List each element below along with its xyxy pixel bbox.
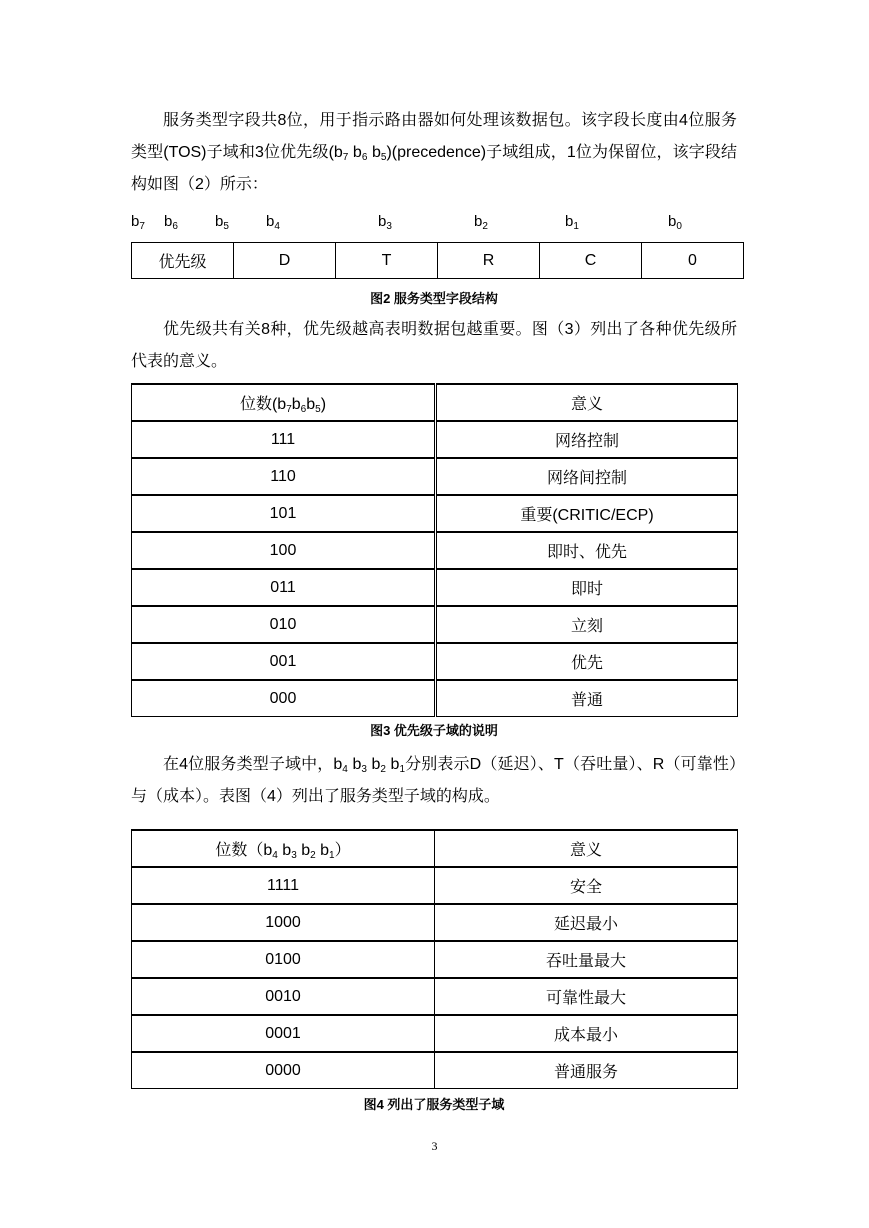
field-cell-c: C: [540, 243, 642, 279]
para1-text-a: 服务类型字段共8位，用于指示路由器如何处理该数据包。该字段长度由4位服务类型(TOS)子域和3位优先级($b_7$ $b_6$ $b_5)(precedence)$子域组成，1位为保留位，该字段结构如图（2）所示：: [131, 112, 738, 193]
para3-text: 在4位服务类型子域中，$b_4$ $b_3$ $b_2$ $b_1$分别表示D（延迟）、T（吞吐量）、R（可靠性）与（成本）。表图（4）列出了服务类型子域的构成。: [131, 756, 738, 805]
bit-label-b3: $b_3$: [378, 213, 392, 232]
table-row: [132, 643, 738, 680]
precedence-table: [131, 383, 738, 717]
tos-header-meaning: 意义: [435, 830, 738, 867]
paragraph-tos-subfield: [131, 749, 737, 813]
paragraph-precedence: 优先级共有关8种，优先级越高表明数据包越重要。图（3）列出了各种优先级所代表的意义。: [131, 321, 737, 370]
precedence-meaning-cell: 网络控制: [436, 421, 738, 458]
precedence-bits-cell: 010: [132, 606, 436, 643]
precedence-meaning-cell: 网络间控制: [436, 458, 738, 495]
figure-2-caption: 图2 服务类型字段结构: [370, 291, 498, 306]
precedence-meaning-cell: 重要(CRITIC/ECP): [436, 495, 738, 532]
tos-bits-cell: 0001: [132, 1015, 435, 1052]
precedence-header-meaning: 意义: [436, 384, 738, 421]
tos-bits-cell: 0000: [132, 1052, 435, 1089]
tos-meaning-cell: 普通服务: [435, 1052, 738, 1089]
tos-meaning-cell: 吞吐量最大: [435, 941, 738, 978]
precedence-bits-cell: 011: [132, 569, 436, 606]
field-cell-reserved: 0: [642, 243, 744, 279]
table-row: [132, 458, 738, 495]
table-row: [132, 495, 738, 532]
tos-bits-cell: 0100: [132, 941, 435, 978]
field-cell-t: T: [336, 243, 438, 279]
table-row: [132, 1015, 738, 1052]
table-header-row: [132, 384, 738, 421]
table-row: [132, 606, 738, 643]
table-row: [132, 867, 738, 904]
figure-3-caption: 图3 优先级子域的说明: [370, 723, 498, 738]
precedence-meaning-cell: 优先: [436, 643, 738, 680]
precedence-bits-cell: 111: [132, 421, 436, 458]
table-row: [132, 1052, 738, 1089]
precedence-meaning-cell: 即时: [436, 569, 738, 606]
precedence-meaning-cell: 立刻: [436, 606, 738, 643]
tos-bits-cell: 1111: [132, 867, 435, 904]
figure-4-caption: 图4 列出了服务类型子域: [363, 1097, 505, 1112]
field-cell-d: D: [234, 243, 336, 279]
page-number: 3: [431, 1139, 438, 1153]
precedence-meaning-cell: 即时、优先: [436, 532, 738, 569]
tos-bits-cell: 0010: [132, 978, 435, 1015]
tos-meaning-cell: 成本最小: [435, 1015, 738, 1052]
precedence-meaning-cell: 普通: [436, 680, 738, 717]
precedence-bits-cell: 101: [132, 495, 436, 532]
table-row: [132, 532, 738, 569]
precedence-bits-cell: 001: [132, 643, 436, 680]
table-header-row: [132, 830, 738, 867]
precedence-bits-cell: 110: [132, 458, 436, 495]
precedence-header-bits: 位数$(b_7b_6b_5)$: [132, 384, 436, 421]
tos-meaning-cell: 延迟最小: [435, 904, 738, 941]
table-row: [132, 941, 738, 978]
bit-labels-row: [131, 213, 737, 235]
precedence-bits-cell: 100: [132, 532, 436, 569]
table-row: [132, 243, 744, 279]
paragraph-tos-intro: [131, 105, 737, 201]
bit-label-b5: $b_5$: [215, 213, 229, 232]
table-row: [132, 904, 738, 941]
field-cell-r: R: [438, 243, 540, 279]
bit-label-b6: $b_6$: [164, 213, 178, 232]
bit-label-b4: $b_4$: [266, 213, 280, 232]
bit-label-b2: $b_2$: [474, 213, 488, 232]
bit-label-b7: $b_7$: [131, 213, 145, 232]
tos-meaning-cell: 安全: [435, 867, 738, 904]
tos-bits-cell: 1000: [132, 904, 435, 941]
tos-subfield-table: [131, 829, 738, 1089]
tos-meaning-cell: 可靠性最大: [435, 978, 738, 1015]
table-row: [132, 569, 738, 606]
table-row: [132, 680, 738, 717]
tos-field-structure-table: [131, 242, 744, 279]
bit-label-b0: $b_0$: [668, 213, 682, 232]
table-row: [132, 978, 738, 1015]
bit-label-b1: $b_1$: [565, 213, 579, 232]
table-row: [132, 421, 738, 458]
field-cell-precedence: 优先级: [132, 243, 234, 279]
tos-header-bits: 位数（$b_4$ $b_3$ $b_2$ $b_1$）: [132, 830, 435, 867]
precedence-bits-cell: 000: [132, 680, 436, 717]
